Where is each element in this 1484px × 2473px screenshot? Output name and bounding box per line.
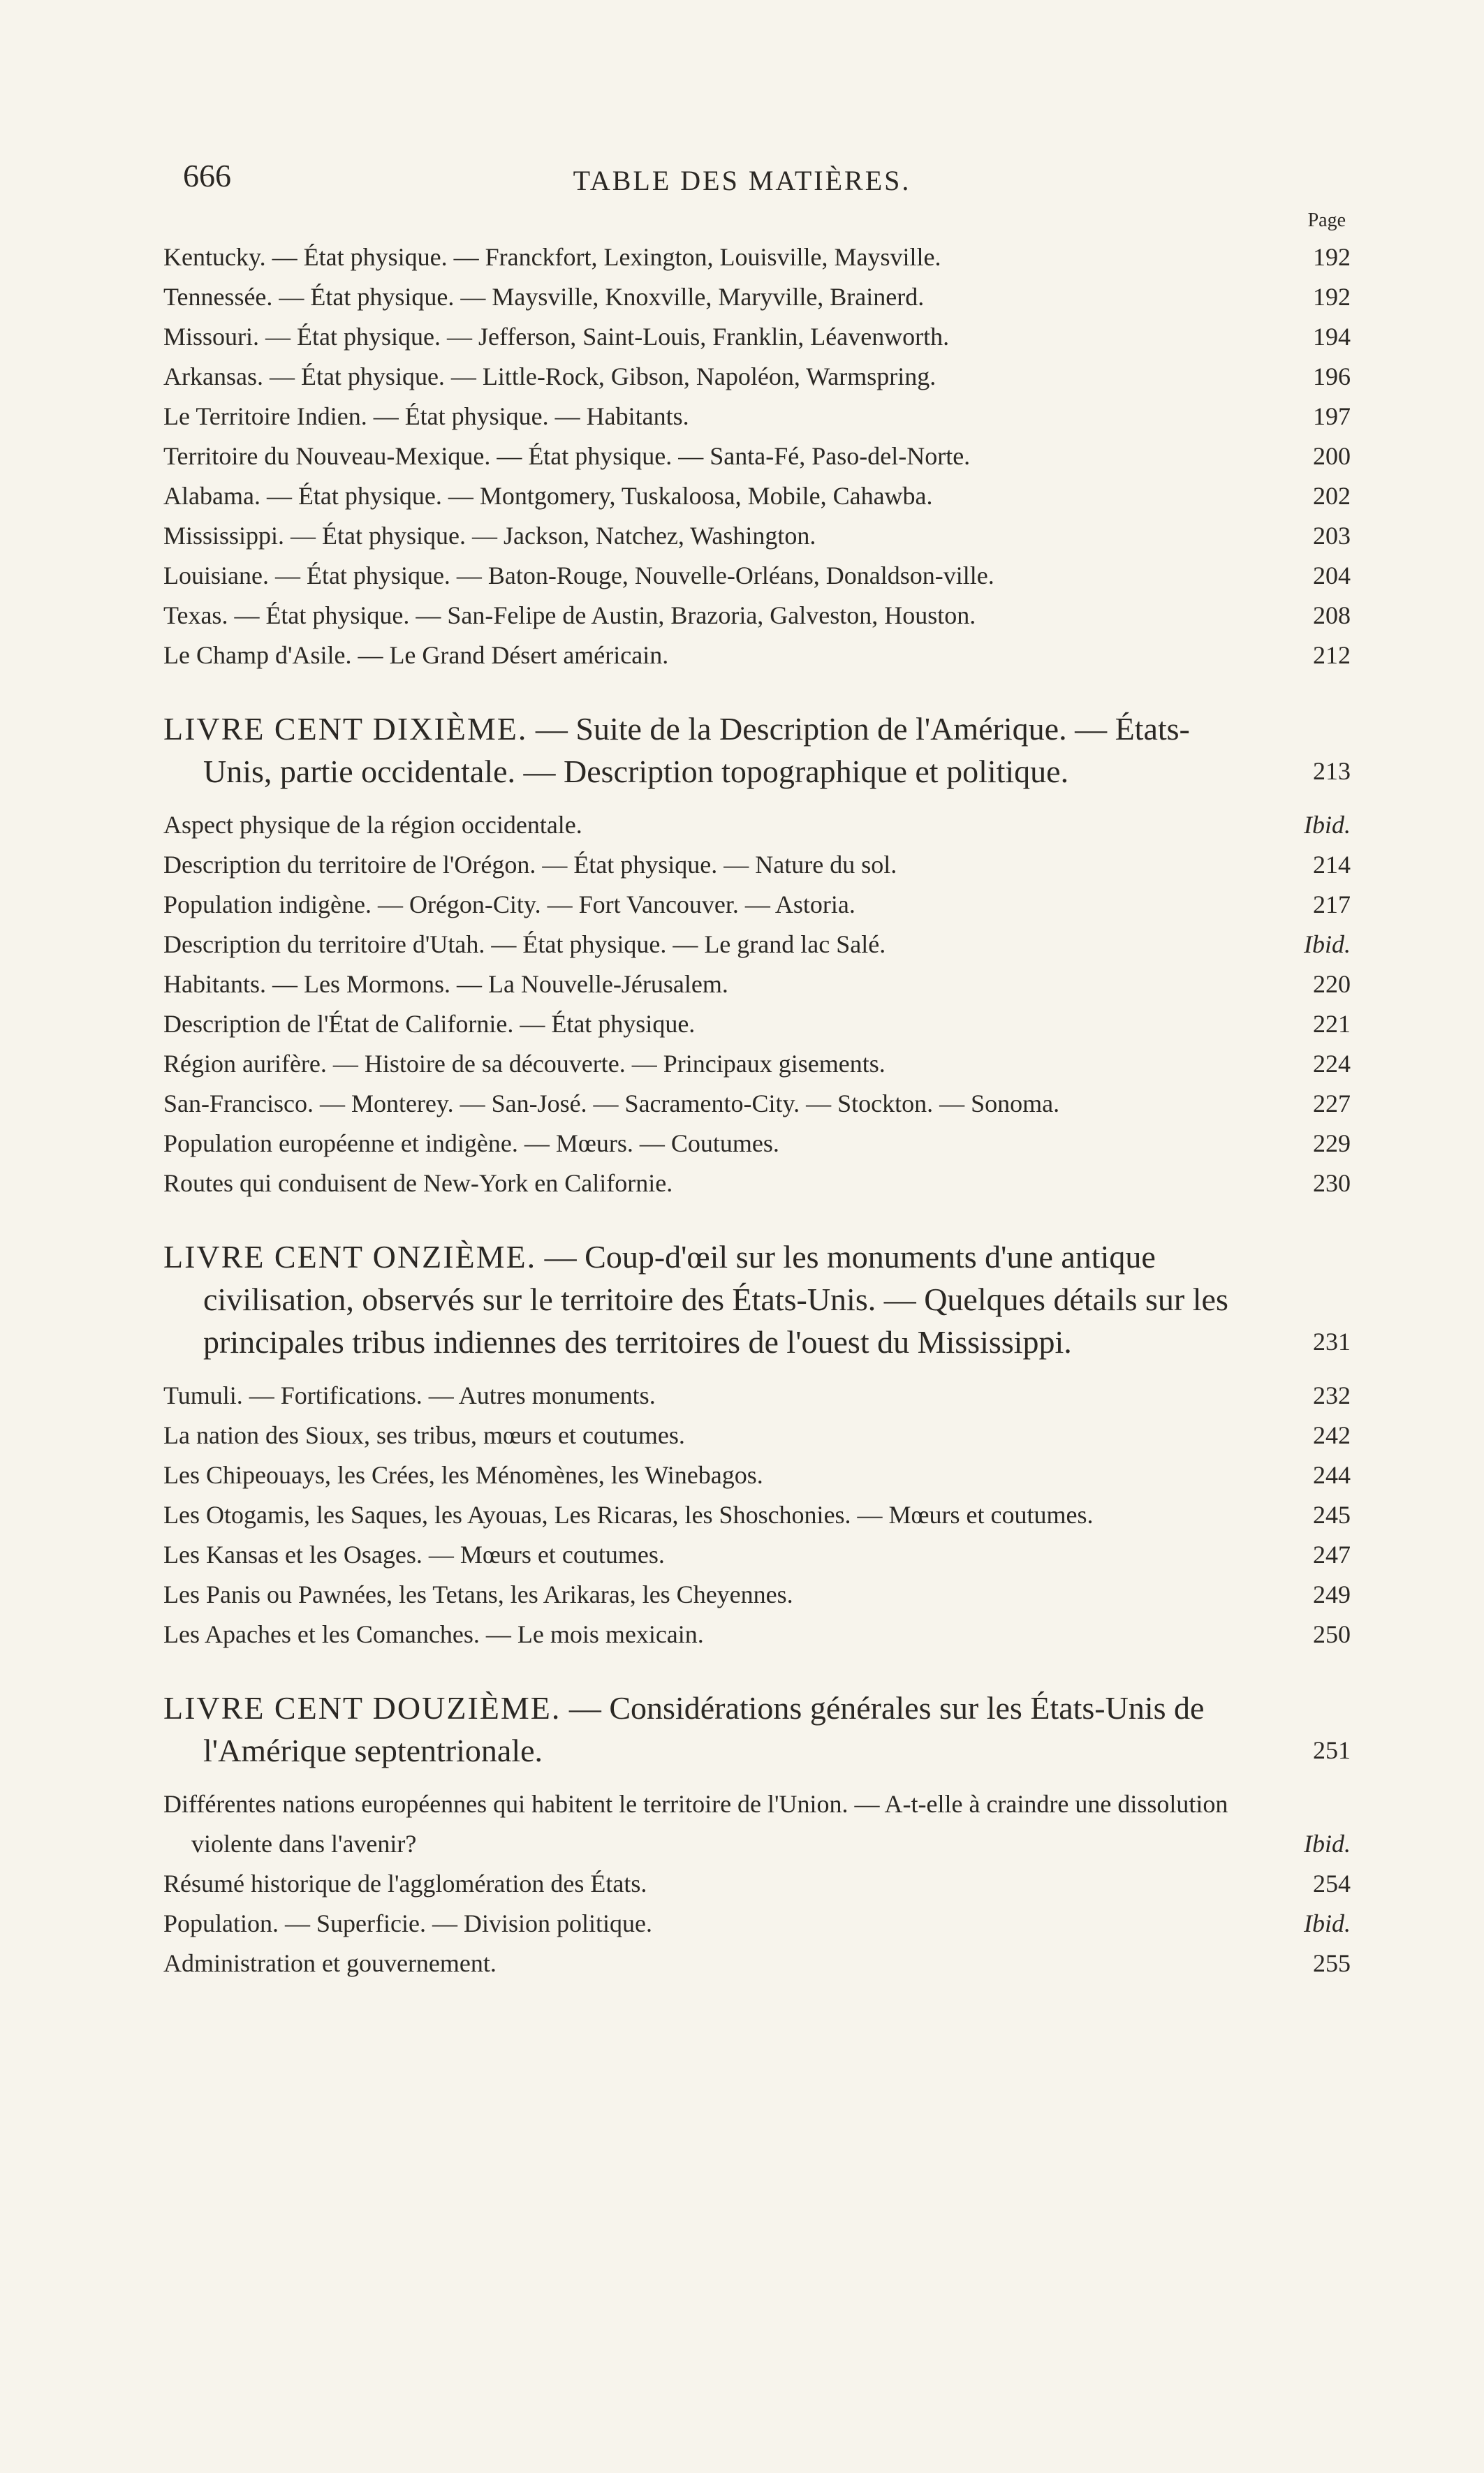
toc-entry-text: Missouri. — État physique. — Jefferson, Saint-Louis, Franklin, Léavenworth. [163, 323, 950, 351]
toc-entry-page: 254 [1313, 1870, 1351, 1898]
toc-entry-text: Kentucky. — État physique. — Franckfort, Lexington, Louisville, Maysville. [163, 243, 941, 271]
toc-entry-text: Le Territoire Indien. — État physique. — Habitants. [163, 402, 689, 430]
toc-entry-page: 230 [1313, 1169, 1351, 1197]
toc-entry [163, 596, 1351, 636]
toc-entry [163, 1124, 1351, 1164]
toc-entry [163, 1535, 1351, 1575]
toc-entry-page: 249 [1313, 1580, 1351, 1608]
toc-entry-page: 197 [1313, 402, 1351, 430]
toc-entry [163, 277, 1351, 317]
toc-entry-text: Les Apaches et les Comanches. — Le mois mexicain. [163, 1620, 704, 1648]
toc-entry [163, 317, 1351, 357]
toc-entry-page: Ibid. [1304, 930, 1351, 958]
toc-entry-text: Habitants. — Les Mormons. — La Nouvelle-Jérusalem. [163, 970, 728, 998]
toc-entry-text: Le Champ d'Asile. — Le Grand Désert américain. [163, 641, 669, 669]
book-heading [163, 1235, 1351, 1363]
toc-entry [163, 397, 1351, 436]
toc-entry-page: Ibid. [1304, 811, 1351, 839]
book-title: — Suite de la Description de l'Amérique. — États-Unis, partie occidentale. — Description topographique et politique. [203, 711, 1190, 789]
toc-entry-page: 203 [1313, 522, 1351, 550]
toc-entry-text: Texas. — État physique. — San-Felipe de Austin, Brazoria, Galveston, Houston. [163, 601, 976, 629]
toc-entry [163, 556, 1351, 596]
book-page-number: 231 [1313, 1328, 1351, 1356]
toc-entry [163, 964, 1351, 1004]
toc-entry [163, 1784, 1351, 1864]
book-label: LIVRE CENT DIXIÈME. [163, 711, 528, 747]
toc-entry-text: Les Chipeouays, les Crées, les Ménomènes, les Winebagos. [163, 1461, 763, 1489]
book-page-number: 251 [1313, 1736, 1351, 1764]
book-heading [163, 1687, 1351, 1772]
toc-entry-text: Administration et gouvernement. [163, 1949, 497, 1977]
toc-entry [163, 1615, 1351, 1654]
toc-entry-text: La nation des Sioux, ses tribus, mœurs et coutumes. [163, 1421, 685, 1449]
book-title: — Coup-d'œil sur les monuments d'une antique civilisation, observés sur le territoire des États-Unis. — Quelques détails sur les principales tribus indiennes des territoires de l'ouest du Mississippi. [203, 1239, 1228, 1360]
toc-entry-text: Tumuli. — Fortifications. — Autres monuments. [163, 1381, 656, 1409]
toc-entry-text: Différentes nations européennes qui habitent le territoire de l'Union. — A-t-elle à craindre une dissolution violente dans l'avenir? [163, 1790, 1228, 1858]
toc-entry-page: 224 [1313, 1050, 1351, 1078]
pages-column-label: Page [1307, 210, 1346, 231]
toc-entry [163, 1944, 1351, 1983]
toc-entry-text: Population. — Superficie. — Division politique. [163, 1909, 652, 1937]
toc-entry-page: 255 [1313, 1949, 1351, 1977]
toc-entry [163, 1416, 1351, 1455]
toc-entry [163, 1044, 1351, 1084]
toc-entry [163, 516, 1351, 556]
toc-entry-text: Routes qui conduisent de New-York en Californie. [163, 1169, 673, 1197]
toc-entry-text: Population européenne et indigène. — Mœurs. — Coutumes. [163, 1129, 779, 1157]
toc-entry [163, 845, 1351, 885]
toc-entry-text: Les Otogamis, les Saques, les Ayouas, Les Ricaras, les Shoschonies. — Mœurs et coutumes. [163, 1501, 1094, 1529]
header-title: TABLE DES MATIÈRES. [573, 165, 911, 196]
toc-entry-text: Les Kansas et les Osages. — Mœurs et coutumes. [163, 1541, 665, 1569]
toc-entry-text: San-Francisco. — Monterey. — San-José. — Sacramento-City. — Stockton. — Sonoma. [163, 1089, 1060, 1117]
toc-entry [163, 436, 1351, 476]
toc-entry-text: Description du territoire de l'Orégon. — État physique. — Nature du sol. [163, 851, 897, 879]
running-head [0, 157, 1484, 199]
toc-entry-page: 245 [1313, 1501, 1351, 1529]
toc-entry-page: 214 [1313, 851, 1351, 879]
toc-entry [163, 1455, 1351, 1495]
toc-entry [163, 1495, 1351, 1535]
toc-entry-text: Aspect physique de la région occidentale. [163, 811, 582, 839]
toc-entry [163, 1575, 1351, 1615]
toc-entry [163, 1164, 1351, 1203]
toc-entry-text: Arkansas. — État physique. — Little-Rock, Gibson, Napoléon, Warmspring. [163, 362, 936, 390]
toc-entry [163, 1864, 1351, 1904]
toc-entry [163, 237, 1351, 277]
toc-entry-text: Territoire du Nouveau-Mexique. — État physique. — Santa-Fé, Paso-del-Norte. [163, 442, 971, 470]
toc-entry-page: 227 [1313, 1089, 1351, 1117]
toc-entry-text: Alabama. — État physique. — Montgomery, Tuskaloosa, Mobile, Cahawba. [163, 482, 933, 510]
toc-entry [163, 925, 1351, 964]
toc-entry-text: Description de l'État de Californie. — État physique. [163, 1010, 696, 1038]
toc-entry-page: 192 [1313, 283, 1351, 311]
toc-entry [163, 1084, 1351, 1124]
toc-entry-text: Tennessée. — État physique. — Maysville, Knoxville, Maryville, Brainerd. [163, 283, 925, 311]
toc-entry [163, 1376, 1351, 1416]
table-of-contents [163, 237, 1351, 1983]
book-page-number: 213 [1313, 757, 1351, 785]
toc-entry-page: 250 [1313, 1620, 1351, 1648]
toc-entry-text: Région aurifère. — Histoire de sa découverte. — Principaux gisements. [163, 1050, 886, 1078]
toc-entry-page: 242 [1313, 1421, 1351, 1449]
toc-entry-text: Résumé historique de l'agglomération des États. [163, 1870, 647, 1898]
toc-entry-text: Mississippi. — État physique. — Jackson, Natchez, Washington. [163, 522, 816, 550]
toc-entry [163, 1004, 1351, 1044]
toc-entry-text: Population indigène. — Orégon-City. — Fort Vancouver. — Astoria. [163, 890, 855, 918]
book-title: — Considérations générales sur les États-Unis de l'Amérique septentrionale. [203, 1690, 1205, 1768]
toc-entry-page: 212 [1313, 641, 1351, 669]
toc-entry-page: 208 [1313, 601, 1351, 629]
toc-entry-page: Ibid. [1304, 1909, 1351, 1937]
toc-entry-page: 202 [1313, 482, 1351, 510]
toc-entry-text: Les Panis ou Pawnées, les Tetans, les Arikaras, les Cheyennes. [163, 1580, 793, 1608]
toc-entry-page: 247 [1313, 1541, 1351, 1569]
book-label: LIVRE CENT ONZIÈME. [163, 1239, 537, 1275]
toc-entry-page: 229 [1313, 1129, 1351, 1157]
toc-entry-page: 196 [1313, 362, 1351, 390]
toc-entry [163, 805, 1351, 845]
toc-entry-page: 220 [1313, 970, 1351, 998]
toc-entry [163, 357, 1351, 397]
toc-entry [163, 636, 1351, 675]
toc-entry-page: 192 [1313, 243, 1351, 271]
toc-entry [163, 1904, 1351, 1944]
toc-entry-page: 232 [1313, 1381, 1351, 1409]
toc-entry-page: 217 [1313, 890, 1351, 918]
toc-entry-page: 204 [1313, 562, 1351, 589]
book-label: LIVRE CENT DOUZIÈME. [163, 1690, 561, 1726]
toc-entry-page: 194 [1313, 323, 1351, 351]
toc-entry-page: 221 [1313, 1010, 1351, 1038]
toc-entry [163, 476, 1351, 516]
toc-entry-page: 244 [1313, 1461, 1351, 1489]
toc-entry-text: Description du territoire d'Utah. — État physique. — Le grand lac Salé. [163, 930, 886, 958]
toc-entry [163, 885, 1351, 925]
page-number: 666 [183, 158, 231, 193]
book-heading [163, 707, 1351, 793]
toc-entry-page: 200 [1313, 442, 1351, 470]
toc-entry-page: Ibid. [1304, 1830, 1351, 1858]
toc-entry-text: Louisiane. — État physique. — Baton-Rouge, Nouvelle-Orléans, Donaldson-ville. [163, 562, 994, 589]
